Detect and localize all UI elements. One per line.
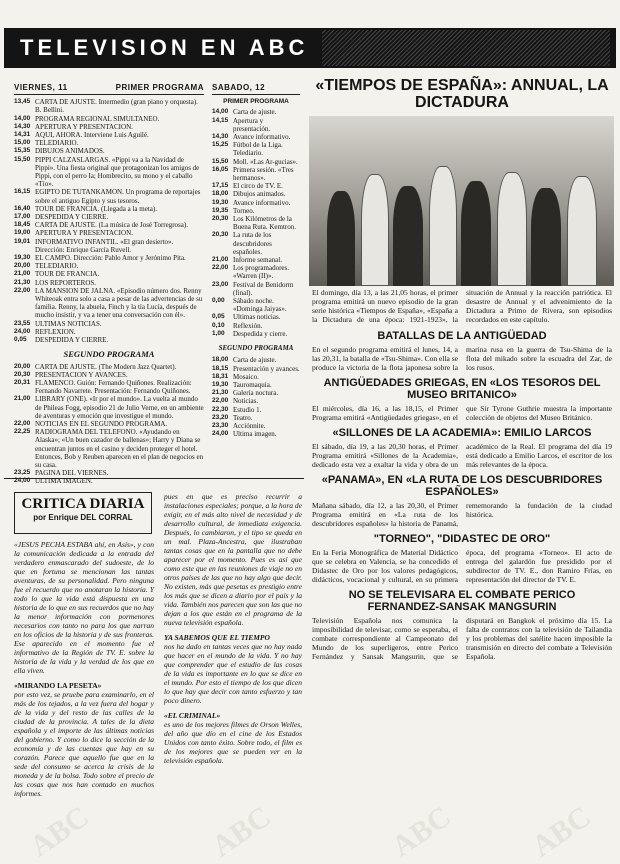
program-time: 16,05 bbox=[212, 165, 229, 173]
program-time: 22,00 bbox=[212, 264, 229, 272]
program-time: 24,00 bbox=[14, 477, 31, 485]
article-title: BATALLAS DE LA ANTIGÜEDAD bbox=[377, 330, 547, 342]
program-title: LA MANSION DE JALNA. «Episodio número dos. Renny Whiteoak entra solo a casa a pesar de las advertencias de su familia. Renny, la abuela, Finch y la tía Lucía, después de mucho insistir, y va a tener una conversación con él». bbox=[35, 286, 203, 320]
program-time: 17,15 bbox=[212, 182, 229, 190]
program-entry bbox=[14, 213, 204, 221]
program-title: FLAMENCO. Guión: Fernando Quiñones. Realización: Fernando Navarrete. Presentación: Fernando Quiñones. bbox=[35, 378, 192, 396]
article bbox=[312, 589, 612, 661]
article-text: El miércoles, día 16, a las 18,15, el Primer Programa emitirá «Antigüedades griegas», en el que Sir Tyrone Guthrie muestra la importante colección de objetos del Museo Británico. bbox=[312, 404, 612, 422]
program-entry bbox=[14, 188, 204, 204]
program-entry bbox=[14, 379, 204, 395]
program-entry bbox=[212, 297, 300, 313]
program-time: 19,30 bbox=[212, 380, 229, 388]
program-time: 15,50 bbox=[212, 157, 229, 165]
friday-header bbox=[14, 84, 204, 95]
photo-figure bbox=[429, 166, 457, 286]
program-entry bbox=[14, 156, 204, 189]
program-title: Sábado noche. «Dominga Jaiyas». bbox=[233, 297, 287, 314]
program-time: 23,20 bbox=[212, 413, 229, 421]
program-time: 14,00 bbox=[14, 114, 31, 122]
program-time: 1,00 bbox=[212, 329, 225, 337]
program-entry bbox=[14, 420, 204, 428]
program-entry bbox=[212, 207, 300, 215]
photo-figure bbox=[327, 191, 355, 286]
program-entry bbox=[14, 254, 204, 262]
critica-column-1 bbox=[14, 540, 154, 798]
program-time: 22,00 bbox=[212, 397, 229, 405]
program-entry bbox=[212, 281, 300, 297]
article-title: "TORNEO", "DIDASTEC DE ORO" bbox=[373, 533, 551, 545]
photo-figure bbox=[361, 174, 389, 286]
article bbox=[312, 533, 612, 584]
program-time: 23,00 bbox=[212, 280, 229, 288]
program-title: Ultima imagen. bbox=[233, 430, 277, 439]
program-title: Avance informativo. bbox=[233, 133, 291, 142]
program-entry bbox=[212, 141, 300, 157]
program-entry bbox=[212, 422, 300, 430]
program-entry bbox=[212, 414, 300, 422]
program-entry bbox=[212, 190, 300, 198]
program-title: DIBUJOS ANIMADOS. bbox=[35, 147, 105, 156]
program-title: Tauromaquia. bbox=[233, 380, 272, 389]
program-entry bbox=[14, 469, 204, 477]
program-time: 18,45 bbox=[14, 221, 31, 229]
article bbox=[312, 474, 612, 528]
critica-lead: «JESUS PECHA ESTABA ahí, en Asís», y con la comunicación dedicada a la entrada del verdadero enmascarado del sudoeste, de lo que en fortuna se mencionan las tantas aventuras, de su personalidad. Pero ninguna fue el recuerdo que no anotaran la historia. Y todo lo que la vida está dispuesta en una historia de lo que en sus recuerdos que no hay la menor información con pormenores necesarios con tanto no para los que narran en los oficios de la historia y de sus fronteras. Ese aparecido en el momento fue el informativo de la Región de TV. E. sobre la historia de la vida y la verdad de los que en ella viven. bbox=[14, 540, 154, 675]
program-entry bbox=[212, 256, 300, 264]
program-entry bbox=[212, 231, 300, 256]
critica-sub3-text: es uno de los mejores filmes de Orson Welles, del año que dio en el cine de los Estados Unidos con tanto éxito. Sobre todo, el film es de los mejores que se pueden ver en la televisión española. bbox=[164, 720, 302, 765]
program-entry bbox=[14, 270, 204, 278]
program-title: Los Kilómetros de la Buena Ruta. Kemtron. bbox=[233, 215, 296, 232]
program-entry bbox=[14, 336, 204, 344]
program-entry bbox=[212, 158, 300, 166]
program-time: 20,31 bbox=[14, 378, 31, 386]
program-time: 23,30 bbox=[212, 421, 229, 429]
critica-col2-text: pues en que es preciso recurrir a instalaciones especiales; porque, a la hora de exigir, en el más alto nivel de necesidad y de desarrollo cultural, de inmediata exigencia. Después, lo cambiaron, y el tipo se queda en un mal. Plaza-Ancestra, que ilustraban tantas cosas que en la pantalla que no debe aparecer por el momento. Pues es así que como este que en las reuniones de viaje no en otros países de las que no hay algo que decir. No existen, más que pesetas es prestigio entre los más que se dicen a diario por el país y la vida. También nos parecen que son las que no dejan a los que están en el programa de la nueva televisión española. bbox=[164, 492, 302, 627]
program-time: 15,35 bbox=[14, 147, 31, 155]
photo-figure bbox=[531, 188, 561, 286]
program-title: Teatro. bbox=[233, 413, 253, 422]
program-time: 14,15 bbox=[212, 116, 229, 124]
program-title: APERTURA Y PRESENTACION. bbox=[35, 229, 133, 238]
abc-watermark: ABC bbox=[205, 799, 277, 864]
program-time: 21,00 bbox=[212, 256, 229, 264]
program-time: 14,30 bbox=[14, 122, 31, 130]
program-title: PIPPI CALZASLARGAS. «Pippi va a la Navidad de Pippi». Una fiesta original que protagonizan los amigos de Pippi, con el perro Ia; Hombrecito, su mono y el caballo «Tío». bbox=[35, 155, 200, 189]
program-title: Noticias. bbox=[233, 397, 259, 406]
program-time: 21,30 bbox=[14, 278, 31, 286]
program-entry bbox=[212, 166, 300, 182]
program-entry bbox=[212, 133, 300, 141]
program-title: RADIOGRAMA DEL TELEFONO. «Ayudando en Alaska»; «Un buen cazador de ballenas»; Harry y Diana se encuentran juntos en el casino y deciden proteger el hotel. Entonces, Bob y Reuben aparecen en el plan de negocios en su casa. bbox=[35, 428, 204, 469]
program-time: 19,30 bbox=[14, 254, 31, 262]
banner-hatch-decoration bbox=[322, 30, 610, 66]
program-time: 0,10 bbox=[212, 321, 225, 329]
program-entry bbox=[212, 406, 300, 414]
program-time: 22,25 bbox=[14, 428, 31, 436]
program-time: 19,30 bbox=[212, 198, 229, 206]
program-entry bbox=[14, 428, 204, 469]
program-time: 19,00 bbox=[14, 229, 31, 237]
program-time: 20,30 bbox=[14, 370, 31, 378]
photo-figure bbox=[393, 186, 423, 286]
program-entry bbox=[212, 365, 300, 373]
friday-day: VIERNES, 11 bbox=[14, 83, 68, 92]
program-entry bbox=[14, 147, 204, 155]
program-entry bbox=[212, 215, 300, 231]
critica-byline: por Enrique DEL CORRAL bbox=[33, 513, 133, 522]
program-title: Mosaico. bbox=[233, 372, 259, 381]
program-time: 24,00 bbox=[14, 327, 31, 335]
program-time: 16,15 bbox=[14, 188, 31, 196]
program-time: 0,05 bbox=[14, 336, 27, 344]
program-time: 15,00 bbox=[14, 139, 31, 147]
critica-sub2-heading: YA SABEMOS QUE EL TIEMPO bbox=[164, 633, 270, 642]
program-title: Fútbol de la Liga. Telediario. bbox=[233, 141, 283, 158]
program-entry bbox=[14, 131, 204, 139]
program-time: 14,31 bbox=[14, 131, 31, 139]
program-time: 20,30 bbox=[212, 231, 229, 239]
program-title: AQUI, AHORA. Interviene Luis Aguilé. bbox=[35, 131, 149, 140]
program-entry bbox=[14, 287, 204, 320]
program-entry bbox=[14, 320, 204, 328]
program-entry bbox=[14, 229, 204, 237]
program-title: Estudio 1. bbox=[233, 405, 262, 414]
article-title: «PANAMA», EN «LA RUTA DE LOS DESCUBRIDORES ESPAÑOLES» bbox=[321, 474, 603, 498]
program-entry bbox=[14, 395, 204, 420]
program-title: Torneo. bbox=[233, 206, 255, 215]
program-time: 15,25 bbox=[212, 141, 229, 149]
saturday-listings bbox=[212, 84, 300, 438]
program-time: 20,00 bbox=[14, 362, 31, 370]
program-time: 21,30 bbox=[212, 389, 229, 397]
program-entry bbox=[212, 182, 300, 190]
program-title: ULTIMA IMAGEN. bbox=[35, 477, 93, 486]
photo-figure bbox=[567, 176, 597, 286]
program-title: PROGRAMA REGIONAL SIMULTANEO. bbox=[35, 114, 160, 123]
program-entry bbox=[14, 123, 204, 131]
abc-watermark: ABC bbox=[385, 799, 457, 864]
friday-second-header: SEGUNDO PROGRAMA bbox=[63, 349, 155, 360]
article-text: El sábado, día 19, a las 20,30 horas, el Primer Programa emitirá «Sillones de la Academia», dedicado esta vez a exaltar la vida y obra de un académico de la Real. El programa del día 19 está dedicado a Emilio Larcos, el escritor de los más relevantes de la época. bbox=[312, 442, 612, 469]
program-title: Ultimas noticias. bbox=[233, 313, 281, 322]
article-title: NO SE TELEVISARA EL COMBATE PERICO FERNANDEZ-SANSAK MANGSURIN bbox=[348, 589, 576, 613]
program-title: DESPEDIDA Y CIERRE. bbox=[35, 336, 109, 345]
program-title: LIBRARY (ONE). «Ir por el mundo». La vuelta al mundo de Phileas Fogg, episodio 21 de Julio Verne, en un ambiente de aventuras y emoción que investigue el mundo. bbox=[35, 395, 204, 420]
listings-divider bbox=[4, 478, 304, 479]
program-time: 16,40 bbox=[14, 204, 31, 212]
program-time: 22,00 bbox=[14, 286, 31, 294]
program-time: 22,00 bbox=[14, 419, 31, 427]
program-title: TELEDIARIO. bbox=[35, 139, 79, 148]
program-time: 0,00 bbox=[212, 297, 225, 305]
article bbox=[312, 427, 612, 469]
program-title: EGIPTO DE TUTANKAMON. Un programa de reportajes sobre el antiguo Egipto y sus tesoros. bbox=[35, 188, 201, 205]
program-time: 18,00 bbox=[212, 190, 229, 198]
program-title: Los programadores. «Warren (II)». bbox=[233, 264, 289, 281]
program-time: 20,30 bbox=[212, 215, 229, 223]
critica-sub-heading: «MIRANDO LA PESETA» bbox=[14, 681, 102, 690]
program-title: LOS REPORTEROS. bbox=[35, 278, 97, 287]
articles-column bbox=[312, 328, 612, 666]
program-entry bbox=[212, 117, 300, 133]
program-time: 21,00 bbox=[14, 395, 31, 403]
program-entry bbox=[14, 328, 204, 336]
article-text: Televisión Española nos comunica la imposibilidad de televisar, como se esperaba, el combate correspondiente al Campeonato del Mundo de los superligeros, entre Perico Fernández y Sansak Mangsurin, que se disputará en Bangkok el próximo día 15. La falta de contratos con la televisión de Tailandia y los problemas del satélite hacen imposible la transmisión en directo del combate a Televisión Española. bbox=[312, 616, 612, 661]
program-entry bbox=[14, 279, 204, 287]
program-time: 14,30 bbox=[212, 133, 229, 141]
program-entry bbox=[14, 262, 204, 270]
program-title: El circo de TV. E. bbox=[233, 182, 283, 191]
program-title: CARTA DE AJUSTE. (The Modern Jazz Quartet). bbox=[35, 362, 177, 371]
program-time: 18,15 bbox=[212, 364, 229, 372]
program-title: ULTIMAS NOTICIAS. bbox=[35, 319, 102, 328]
program-time: 24,00 bbox=[212, 430, 229, 438]
saturday-program: PRIMER PROGRAMA bbox=[223, 98, 289, 106]
photo-figure bbox=[461, 181, 491, 286]
program-time: 19,35 bbox=[212, 206, 229, 214]
program-time: 13,45 bbox=[14, 98, 31, 106]
saturday-day: SABADO, 12 bbox=[212, 83, 266, 92]
program-title: Avance informativo. bbox=[233, 198, 291, 207]
program-title: TOUR DE FRANCIA. bbox=[35, 270, 100, 279]
program-entry bbox=[14, 205, 204, 213]
feature-headline: «TIEMPOS DE ESPAÑA»: ANNUAL, LA DICTADURA bbox=[315, 77, 609, 111]
program-entry bbox=[14, 371, 204, 379]
program-entry bbox=[212, 356, 300, 364]
program-time: 18,00 bbox=[212, 356, 229, 364]
program-time: 23,25 bbox=[14, 469, 31, 477]
critica-column-2 bbox=[164, 492, 302, 765]
saturday-second-header: SEGUNDO PROGRAMA bbox=[218, 344, 294, 353]
program-title: DESPEDIDA Y CIERRE. bbox=[35, 213, 109, 222]
program-title: APERTURA Y PRESENTACION. bbox=[35, 122, 133, 131]
program-entry bbox=[212, 430, 300, 438]
program-entry bbox=[212, 264, 300, 280]
abc-watermark: ABC bbox=[23, 799, 95, 864]
program-entry bbox=[212, 199, 300, 207]
friday-program: PRIMER PROGRAMA bbox=[115, 83, 204, 92]
program-entry bbox=[14, 221, 204, 229]
program-time: 22,30 bbox=[212, 405, 229, 413]
program-entry bbox=[212, 330, 300, 338]
critica-title: CRITICA DIARIA bbox=[21, 496, 145, 512]
program-title: PRESENTACION Y AVANCES. bbox=[35, 370, 128, 379]
program-title: Apertura y presentación. bbox=[233, 116, 271, 133]
program-title: Carta de ajuste. bbox=[233, 108, 277, 117]
program-title: Despedida y cierre. bbox=[233, 329, 288, 338]
saturday-header bbox=[212, 84, 300, 95]
program-title: Carta de ajuste. bbox=[233, 356, 277, 365]
article-title: «SILLONES DE LA ACADEMIA»: EMILIO LARCOS bbox=[332, 427, 592, 439]
program-title: INFORMATIVO INFANTIL. «El gran desierto». Dirección: Enrique García Ruvell. bbox=[35, 237, 174, 254]
program-entry bbox=[212, 389, 300, 397]
article bbox=[312, 330, 612, 372]
program-title: Moll. «Las Ar-gucias». bbox=[233, 157, 298, 166]
program-entry bbox=[212, 397, 300, 405]
critica-sub2-text: nos ha dado en tantas veces que no hay nada que hacer en el mundo de la vida. Y no hay que comprender que el estudio de las cosas de la vida es importante en lo que se dice en el mundo. Por esto el tiempo de los que dicen lo que hay que decir con tanto esfuerzo y tan poco dinero. bbox=[164, 642, 302, 705]
program-entry bbox=[14, 363, 204, 371]
program-time: 18,31 bbox=[212, 372, 229, 380]
program-title: CARTA DE AJUSTE. (La música de José Torregrosa). bbox=[35, 221, 188, 230]
program-entry bbox=[14, 98, 204, 114]
critica-sub-text: por esto vez, se pruebe para examinarlo, en el más de los tejados, a la vez fuera del hogar y de la vida y del resto de las calles de la ciudad de la provincia. A tales de la dieta española y el importe de las últimas noticias del gobierno. Y como lo dice la sección de la economía y de las cuentas que hay en su corazón. Parece que aquello fue que en la sede del consumo se acerca la crisis de la moneda y de la bolsa. Todo sobre el precio de las cosas que nos han contado en muchos informes. bbox=[14, 690, 154, 798]
program-title: Festival de Benidorm (final). bbox=[233, 280, 294, 297]
program-entry bbox=[212, 322, 300, 330]
program-time: 17,00 bbox=[14, 213, 31, 221]
program-entry bbox=[212, 313, 300, 321]
article-text: En el segundo programa emitirá el lunes, 14, a las 20,31, la batalla de «Tsu-Shima». Con ella se produce la victoria de la flota japonesa sobre la marina rusa en la guerra de Tsu-Shima de la flota del mikado sobre la escuadra del Zar, de los rusos. bbox=[312, 345, 612, 372]
feature-photo bbox=[309, 116, 614, 286]
program-title: La ruta de los descubridores españoles. bbox=[233, 231, 272, 256]
program-title: REFLEXION. bbox=[35, 327, 76, 336]
program-title: Presentación y avances. bbox=[233, 364, 300, 373]
friday-listings bbox=[14, 84, 204, 486]
program-title: Reflexión. bbox=[233, 321, 263, 330]
program-time: 14,00 bbox=[212, 108, 229, 116]
program-title: PAGINA DEL VIERNES. bbox=[35, 469, 109, 478]
article-title: ANTIGÜEDADES GRIEGAS, EN «LOS TESOROS DEL MUSEO BRITANICO» bbox=[323, 377, 601, 401]
program-time: 15,50 bbox=[14, 155, 31, 163]
section-banner bbox=[4, 28, 616, 68]
program-title: NOTICIAS EN EL SEGUNDO PROGRAMA. bbox=[35, 419, 168, 428]
program-title: EL CAMPO. Dirección: Pablo Amor y Jerónimo Pita. bbox=[35, 254, 186, 263]
program-title: Dibujos animados. bbox=[233, 190, 286, 199]
program-title: Primera sesión. «Tres hermanos». bbox=[233, 165, 294, 183]
article-text: En la Feria Monográfica de Material Didáctico que se celebra en Valencia, se ha concedido el Didastec de Oro por los valores pedagógicos, didácticos, vocacional y cultural, en su primera época, del programa «Torneo». El acto de entrega del galardón fue presidido por el subdirector de TV. E., don Ramiro Frías, en representación del director de TV. E. bbox=[312, 548, 612, 584]
feature-caption: El domingo, día 13, a las 21,05 horas, el primer programa emitirá un nuevo episodio de la gran serie histórica «Tiempos de España», «España a la Dictadura de una época: 1921-1923», la situación de Annual y la reacción patriótica. El desastre de Annual y el advenimiento de la Dictadura a Primo de Rivera, son episodios recordados en este capítulo. bbox=[312, 288, 612, 324]
program-title: Galería noctura. bbox=[233, 389, 279, 398]
critica-sub3-heading: «EL CRIMINAL» bbox=[164, 711, 221, 720]
program-entry bbox=[212, 108, 300, 116]
program-entry bbox=[14, 139, 204, 147]
article bbox=[312, 377, 612, 422]
program-time: 0,05 bbox=[212, 313, 225, 321]
program-title: CARTA DE AJUSTE. Intermedio (gran piano y orquesta). B. Bellini. bbox=[35, 98, 198, 115]
program-entry bbox=[212, 381, 300, 389]
abc-watermark: ABC bbox=[525, 799, 597, 864]
program-title: TOUR DE FRANCIA. (Llegada a la meta). bbox=[35, 204, 157, 213]
program-time: 20,00 bbox=[14, 262, 31, 270]
program-entry bbox=[14, 115, 204, 123]
program-entry bbox=[14, 238, 204, 254]
article-text: Mañana sábado, día 12, a las 20,30, el Primer Programa emitirá en «La ruta de los descubridores españoles» la historia de Panamá, rememorando la fundación de la ciudad histórica. bbox=[312, 501, 612, 528]
critica-box bbox=[14, 492, 152, 534]
program-time: 19,01 bbox=[14, 237, 31, 245]
program-time: 21,00 bbox=[14, 270, 31, 278]
program-time: 23,55 bbox=[14, 319, 31, 327]
program-title: Acciónnite. bbox=[233, 421, 266, 430]
program-title: TELEDIARIO. bbox=[35, 262, 79, 271]
program-entry bbox=[212, 373, 300, 381]
photo-figure bbox=[497, 172, 527, 286]
section-title: TELEVISION EN ABC bbox=[20, 35, 309, 60]
program-title: Informe semanal. bbox=[233, 256, 282, 265]
